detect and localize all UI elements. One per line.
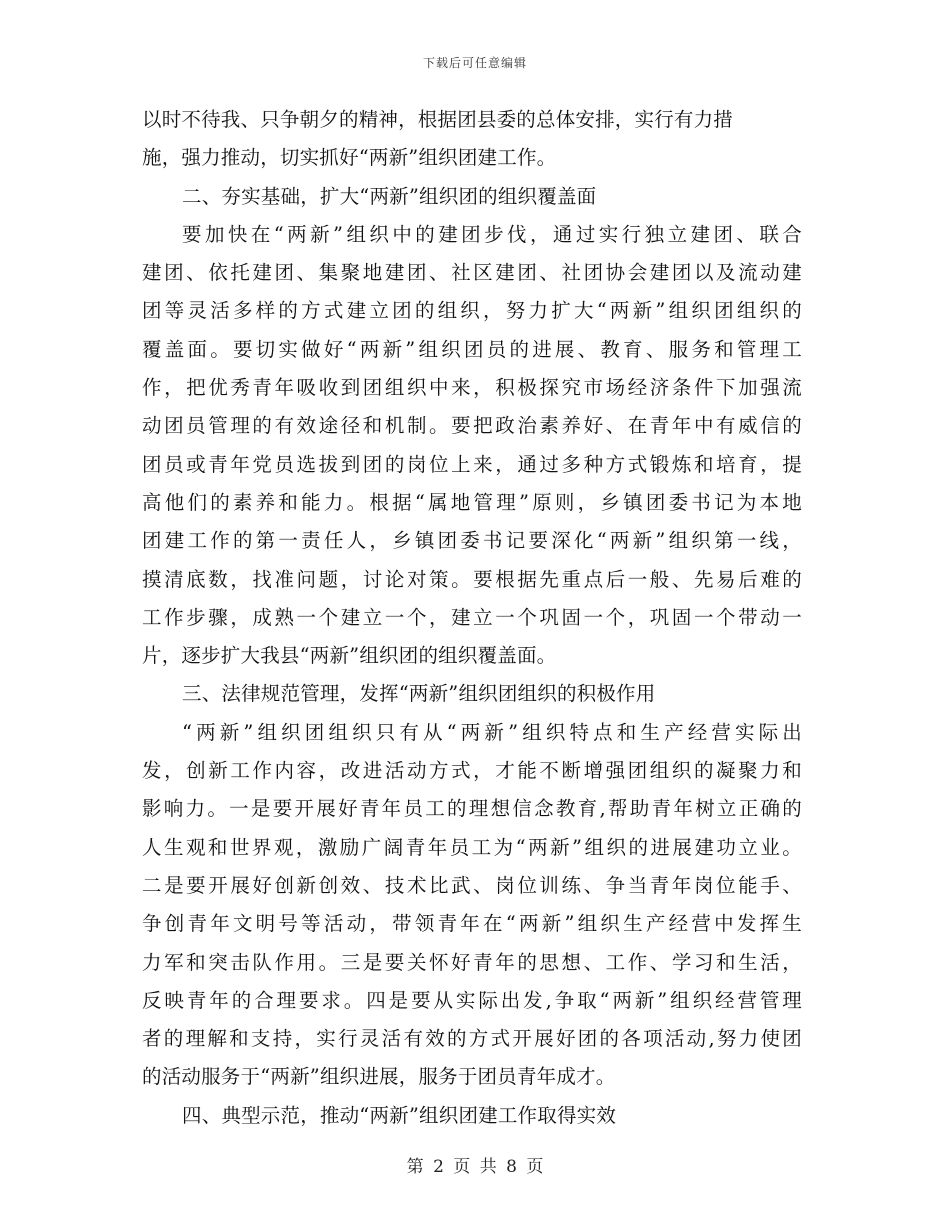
body-line: 摸清底数，找准问题，讨论对策。要根据先重点后一般、先易后难的 xyxy=(142,567,802,591)
body-line: 发，创新工作内容，改进活动方式，才能不断增强团组织的凝聚力和 xyxy=(142,759,802,783)
body-line: 团建工作的第一责任人，乡镇团委书记要深化“两新”组织第一线， xyxy=(142,529,802,553)
body-line: 人生观和世界观，激励广阔青年员工为“两新”组织的进展建功立业。 xyxy=(142,835,802,859)
body-line: 团员或青年党员选拔到团的岗位上来，通过多种方式锻炼和培育，提 xyxy=(142,452,802,476)
body-line: 动团员管理的有效途径和机制。要把政治素养好、在青年中有威信的 xyxy=(142,414,802,438)
body-line: 二是要开展好创新创效、技术比武、岗位训练、争当青年岗位能手、 xyxy=(142,873,802,897)
body-line: 工作步骤，成熟一个建立一个，建立一个巩固一个，巩固一个带动一 xyxy=(142,605,802,629)
body-line: 以时不待我、只争朝夕的精神，根据团县委的总体安排，实行有力措 xyxy=(142,108,734,131)
body-line: 影响力。一是要开展好青年员工的理想信念教育,帮助青年树立正确的 xyxy=(142,797,802,821)
body-line: 片，逐步扩大我县“两新”组织团的组织覆盖面。 xyxy=(142,644,557,668)
body-line: 高他们的素养和能力。根据“属地管理”原则，乡镇团委书记为本地 xyxy=(142,490,802,514)
section-heading: 四、典型示范，推动“两新”组织团建工作取得实效 xyxy=(182,1103,617,1127)
body-line: 覆盖面。要切实做好“两新”组织团员的进展、教育、服务和管理工 xyxy=(142,337,802,361)
body-line: 争创青年文明号等活动，带领青年在“两新”组织生产经营中发挥生 xyxy=(142,912,802,936)
body-line: 作，把优秀青年吸收到团组织中来，积极探究市场经济条件下加强流 xyxy=(142,376,802,400)
body-line: 要加快在“两新”组织中的建团步伐，通过实行独立建团、联合 xyxy=(182,222,802,246)
section-heading: 三、法律规范管理，发挥“两新”组织团组织的积极作用 xyxy=(182,682,656,706)
body-line: 力军和突击队作用。三是要关怀好青年的思想、工作、学习和生活， xyxy=(142,950,802,974)
page-footer: 第 2 页 共 8 页 xyxy=(406,1157,544,1177)
body-line: 团等灵活多样的方式建立团的组织，努力扩大“两新”组织团组织的 xyxy=(142,299,802,323)
document-body xyxy=(142,101,802,1135)
body-line: 的活动服务于“两新”组织进展，服务于团员青年成才。 xyxy=(142,1065,616,1089)
body-line: “两新”组织团组织只有从“两新”组织特点和生产经营实际出 xyxy=(182,720,802,744)
body-line: 者的理解和支持，实行灵活有效的方式开展好团的各项活动,努力使团 xyxy=(142,1027,802,1051)
body-line: 建团、依托建团、集聚地建团、社区建团、社团协会建团以及流动建 xyxy=(142,261,802,285)
section-heading: 二、夯实基础，扩大“两新”组织团的组织覆盖面 xyxy=(182,184,597,208)
body-line: 施，强力推动，切实抓好“两新”组织团建工作。 xyxy=(142,146,557,170)
page-header: 下载后可任意编辑 xyxy=(422,56,527,70)
body-line: 反映青年的合理要求。四是要从实际出发,争取“两新”组织经营管理 xyxy=(142,988,802,1012)
